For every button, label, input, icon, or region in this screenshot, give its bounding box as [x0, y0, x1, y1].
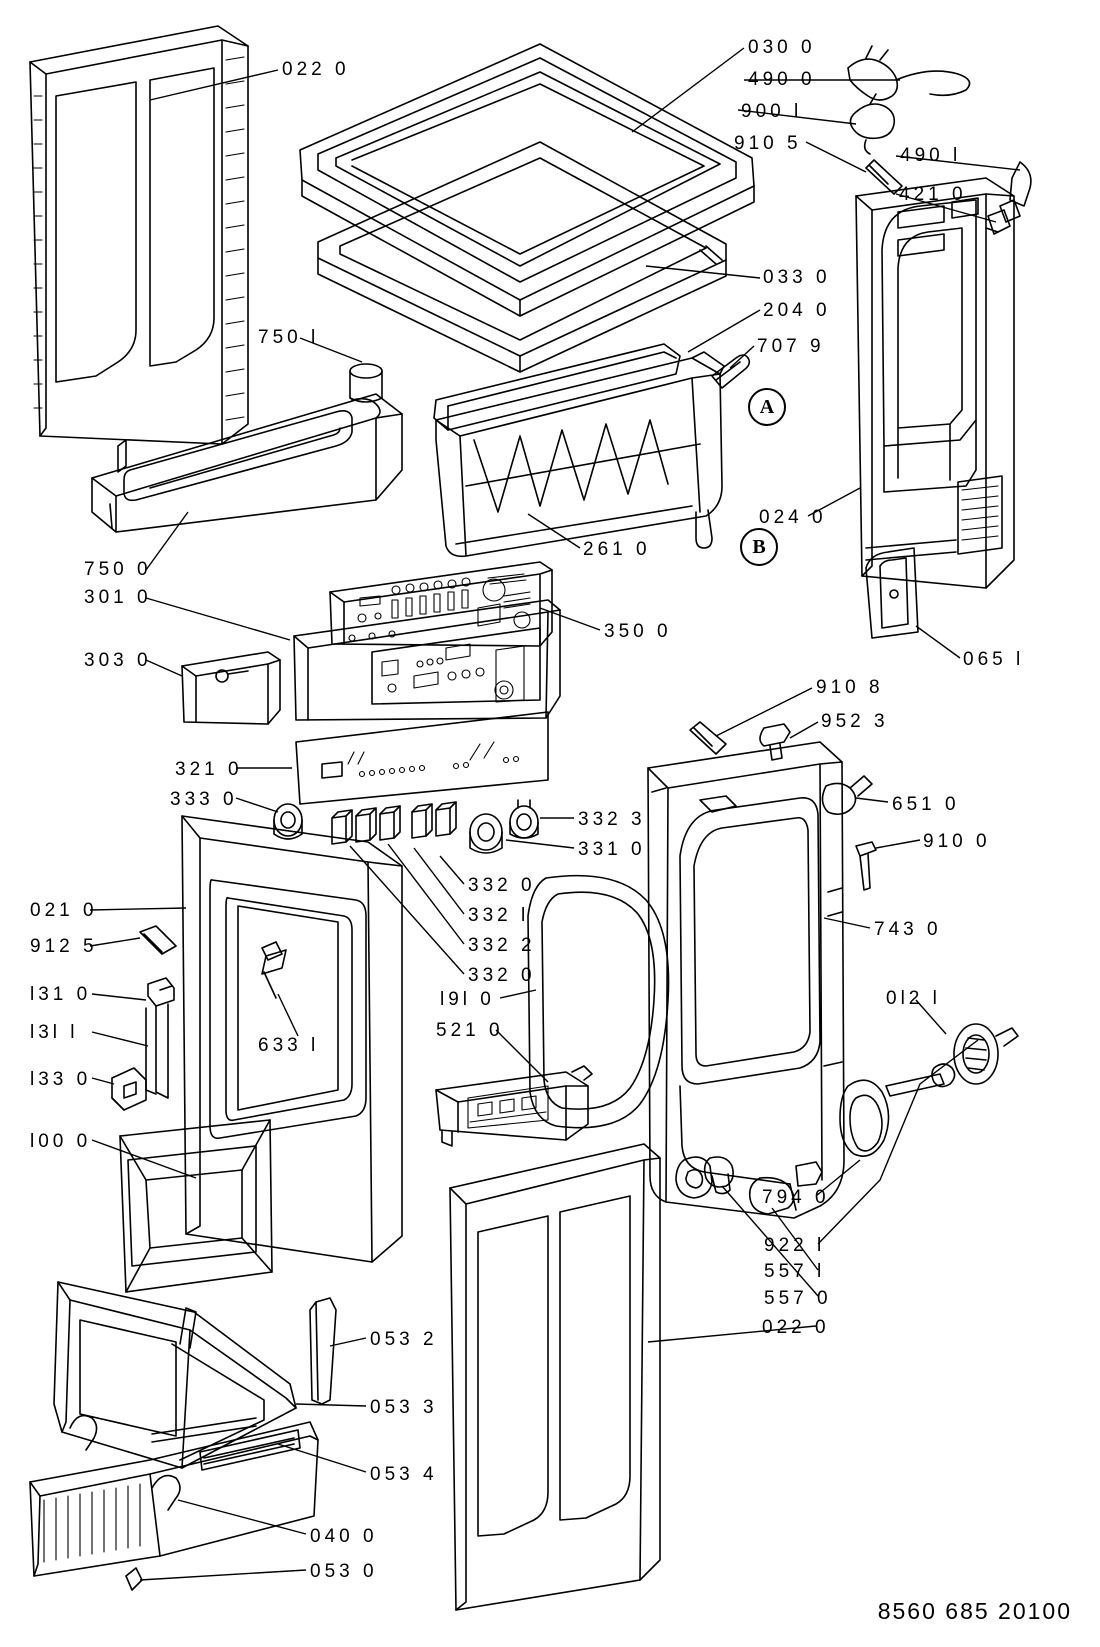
part-pin-707 — [712, 355, 749, 388]
callout-332-0-b: 332 0 — [468, 965, 536, 986]
callout-490-1: 490 l — [900, 145, 962, 166]
callout-022-bottom: 022 0 — [762, 1317, 830, 1338]
part-trim-strip — [434, 344, 680, 430]
part-front-door-panel — [450, 1144, 660, 1610]
callout-191: l9l 0 — [440, 989, 495, 1010]
callout-743: 743 0 — [874, 919, 942, 940]
callout-321: 321 0 — [175, 759, 243, 780]
part-knob-333 — [274, 804, 302, 839]
part-side-panel-left — [30, 26, 248, 444]
marker-B: B — [740, 528, 778, 566]
callout-053-0: 053 0 — [310, 1561, 378, 1582]
callout-033: 033 0 — [763, 267, 831, 288]
part-door-bellow — [120, 1120, 272, 1292]
part-hinge-group — [112, 926, 176, 1110]
part-knobs-group — [274, 800, 538, 853]
callout-910-8: 910 8 — [816, 677, 884, 698]
callout-490-0: 490 0 — [748, 69, 816, 90]
callout-910-0: 910 0 — [923, 831, 991, 852]
callout-022-top: 022 0 — [282, 59, 350, 80]
part-knob-332-3 — [510, 800, 538, 838]
part-knob-331 — [470, 814, 502, 853]
callout-922: 922 l — [764, 1235, 826, 1256]
part-connector — [986, 162, 1031, 234]
part-console-end-cap — [182, 652, 280, 724]
callout-024: 024 0 — [759, 507, 827, 528]
callout-040: 040 0 — [310, 1526, 378, 1547]
part-cap-557 — [676, 1157, 733, 1198]
part-electronics-module — [436, 1066, 592, 1146]
callout-794: 794 0 — [762, 1187, 830, 1208]
part-dispenser-housing — [436, 352, 724, 556]
callout-021: 021 0 — [30, 900, 98, 921]
callout-030: 030 0 — [748, 37, 816, 58]
callout-707: 707 9 — [757, 336, 825, 357]
part-fan-assembly — [840, 1024, 1018, 1156]
callout-261: 261 0 — [583, 539, 651, 560]
callout-303: 303 0 — [84, 650, 152, 671]
callout-421: 421 0 — [899, 184, 967, 205]
part-screw-910-5 — [866, 160, 902, 194]
callout-750-1: 750 l — [258, 327, 320, 348]
callout-331: 331 0 — [578, 839, 646, 860]
callout-131-1: l3l l — [30, 1022, 79, 1043]
callout-301: 301 0 — [84, 587, 152, 608]
part-lid-frame — [318, 142, 726, 372]
part-plinth-assembly — [30, 1282, 336, 1590]
callout-557-0: 557 0 — [764, 1288, 832, 1309]
diagram-code: 8560 685 20100 — [877, 1598, 1072, 1624]
callout-912: 912 5 — [30, 936, 98, 957]
callout-900: 900 l — [741, 101, 803, 122]
callout-053-3: 053 3 — [370, 1397, 438, 1418]
callout-952: 952 3 — [821, 711, 889, 732]
callout-053-2: 053 2 — [370, 1329, 438, 1350]
callout-750-0: 750 0 — [84, 559, 152, 580]
part-control-console — [294, 600, 560, 720]
callout-100: l00 0 — [30, 1131, 92, 1152]
part-chassis-frame — [648, 742, 844, 1218]
callout-012: 0l2 l — [886, 988, 941, 1009]
part-top-lid — [300, 44, 754, 316]
callout-332-1: 332 l — [468, 905, 530, 926]
part-door-seal — [528, 876, 669, 1128]
callout-350: 350 0 — [604, 621, 672, 642]
callout-053-4: 053 4 — [370, 1464, 438, 1485]
callout-332-3: 332 3 — [578, 809, 646, 830]
callout-332-2: 332 2 — [468, 935, 536, 956]
part-facia-panel — [296, 712, 548, 804]
part-bracket-065 — [866, 548, 918, 638]
callout-633: 633 l — [258, 1035, 320, 1056]
callout-204: 204 0 — [763, 300, 831, 321]
callout-332-0-a: 332 0 — [468, 875, 536, 896]
part-power-cord — [848, 46, 970, 154]
part-buttons-332 — [332, 802, 456, 844]
callout-557-1: 557 l — [764, 1261, 826, 1282]
callout-910-5: 910 5 — [734, 133, 802, 154]
callout-651: 651 0 — [892, 794, 960, 815]
marker-A: A — [748, 388, 786, 426]
callout-521: 521 0 — [436, 1020, 504, 1041]
callout-131-0: l31 0 — [30, 984, 92, 1005]
callout-133: l33 0 — [30, 1069, 92, 1090]
part-detergent-drawer — [92, 394, 402, 532]
part-rear-panel — [856, 178, 1014, 588]
callout-333: 333 0 — [170, 789, 238, 810]
callout-065: 065 l — [963, 649, 1025, 670]
